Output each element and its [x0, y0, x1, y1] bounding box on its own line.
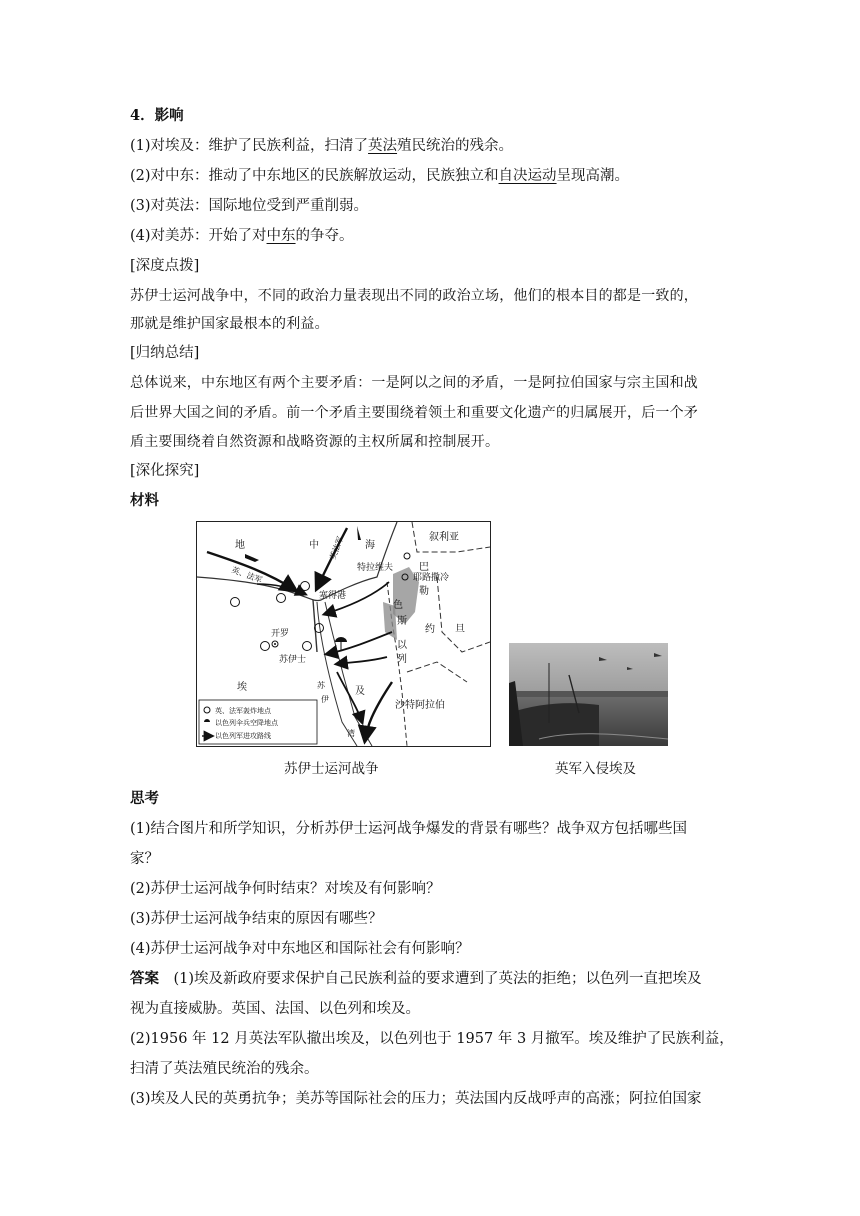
british-invasion-photo	[509, 643, 668, 746]
map-label: 以	[397, 640, 407, 651]
photo-caption: 英军入侵埃及	[555, 761, 636, 777]
map-label: 及	[355, 686, 365, 697]
map-caption: 苏伊士运河战争	[284, 761, 379, 777]
map-label: 地	[235, 540, 245, 551]
photo-svg	[509, 643, 668, 746]
map-label: 约	[425, 624, 435, 635]
map-label: 沙特阿拉伯	[395, 700, 445, 711]
map-label: 塞得港	[319, 591, 347, 601]
thinking-question: (4)苏伊士运河战争对中东地区和国际社会有何影响？	[130, 941, 470, 957]
answer-label: 答案	[130, 970, 159, 987]
effect-item-text: (1)对埃及：维护了民族利益，扫清了	[130, 138, 369, 154]
answer-first-line	[130, 969, 702, 989]
legend-item: 以色列军进攻路线	[215, 732, 271, 740]
legend-item: 英、法军轰炸地点	[215, 707, 271, 715]
underlined-term: 中东	[266, 228, 296, 244]
effect-item-1	[130, 136, 513, 156]
map-label: 色	[393, 600, 403, 611]
map-svg	[197, 522, 490, 746]
answer-line: 视为直接威胁。英国、法国、以色列和埃及。	[130, 1001, 420, 1017]
effect-item-2	[130, 166, 629, 186]
effect-item-text: (2)对中东：推动了中东地区的民族解放运动，民族独立和	[130, 168, 499, 184]
section-heading: 4．影响	[130, 107, 184, 124]
map-label: 海	[365, 540, 375, 551]
thinking-question: (1)结合图片和所学知识，分析苏伊士运河战争爆发的背景有哪些？战争双方包括哪些国	[130, 821, 688, 837]
map-label: 开罗	[271, 629, 290, 639]
deep-point-line: 那就是维护国家最根本的利益。	[130, 316, 329, 332]
legend-item: 以色列伞兵空降地点	[215, 719, 278, 727]
map-label: 英法军	[328, 535, 346, 561]
deep-point-title: [深度点拨]	[130, 258, 200, 274]
map-label: 苏	[317, 681, 325, 690]
answer-text: (1)埃及新政府要求保护自己民族利益的要求遭到了英法的拒绝；以色列一直把埃及	[159, 971, 702, 987]
effect-item-text: 呈现高潮。	[556, 168, 630, 184]
thinking-question: 家？	[130, 851, 159, 867]
answer-line: (3)埃及人民的英勇抗争；美苏等国际社会的压力；英法国内反战呼声的高涨；阿拉伯国家	[130, 1091, 702, 1107]
summary-line: 后世界大国之间的矛盾。前一个矛盾主要围绕着领土和重要文化遗产的归属展开，后一个矛	[130, 405, 698, 421]
answer-line: (2)1956 年 12 月英法军队撤出埃及，以色列也于 1957 年 3 月撤军。埃及维护了民族利益，	[130, 1031, 734, 1047]
suez-war-map	[196, 521, 491, 747]
map-label: 耶路撒冷	[413, 573, 450, 583]
map-label: 埃	[237, 682, 247, 693]
map-label: 勒	[419, 586, 429, 597]
map-label: 中	[309, 540, 319, 551]
effect-item-text: 的争夺。	[295, 228, 354, 244]
effect-item-text: (4)对美苏：开始了对	[130, 228, 267, 244]
effect-item-3	[130, 196, 368, 216]
effect-item-text: (3)对英法：国际地位受到严重削弱。	[130, 198, 369, 214]
effect-item-text: 殖民统治的残余。	[397, 138, 514, 154]
material-label: 材料	[130, 492, 159, 509]
answer-line: 扫清了英法殖民统治的残余。	[130, 1061, 319, 1077]
summary-title: [归纳总结]	[130, 345, 200, 361]
map-label: 伊	[321, 695, 329, 704]
map-label: 苏伊士	[279, 655, 307, 665]
thinking-question: (3)苏伊士运河战争结束的原因有哪些？	[130, 911, 383, 927]
underlined-term: 自决运动	[498, 168, 557, 184]
deep-point-line: 苏伊士运河战争中，不同的政治力量表现出不同的政治立场，他们的根本目的都是一致的，	[130, 288, 698, 304]
map-label: 湾	[347, 729, 355, 738]
map-label: 叙利亚	[429, 532, 459, 543]
map-label: 特拉维夫	[357, 563, 394, 573]
map-label: 英、法军	[230, 565, 264, 585]
explore-title: [深化探究]	[130, 463, 200, 479]
summary-line: 总体说来，中东地区有两个主要矛盾：一是阿以之间的矛盾，一是阿拉伯国家与宗主国和战	[130, 375, 698, 391]
map-label: 斯	[397, 616, 407, 627]
summary-line: 盾主要围绕着自然资源和战略资源的主权所属和控制展开。	[130, 434, 500, 450]
thinking-title: 思考	[130, 790, 159, 807]
underlined-term: 英法	[368, 138, 398, 154]
effect-item-4	[130, 226, 354, 246]
map-label: 巴	[419, 562, 429, 573]
thinking-question: (2)苏伊士运河战争何时结束？对埃及有何影响？	[130, 881, 441, 897]
map-label: 旦	[455, 624, 465, 635]
map-label: 列	[397, 654, 407, 665]
